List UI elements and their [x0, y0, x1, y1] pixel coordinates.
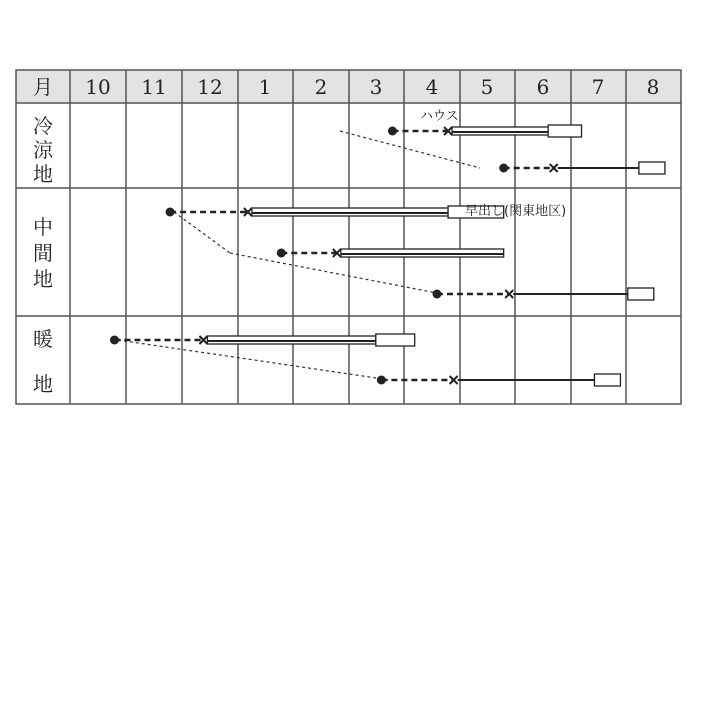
month-corner-label: 月 — [33, 75, 53, 99]
month-label-4: 4 — [425, 75, 439, 99]
annotation-house: ハウス — [420, 109, 459, 124]
harvest-box — [594, 374, 620, 386]
harvest-box — [639, 162, 665, 174]
month-label-12: 12 — [197, 75, 223, 99]
harvest-box — [628, 288, 654, 300]
month-label-8: 8 — [646, 75, 660, 99]
region-label-intermediate: 間 — [33, 241, 53, 265]
region-label-warm: 地 — [33, 372, 53, 396]
region-label-cool: 涼 — [33, 138, 53, 162]
harvest-box — [376, 334, 415, 346]
region-label-cool: 冷 — [33, 114, 53, 138]
month-label-3: 3 — [369, 75, 383, 99]
annotation-early: 早出し(関東地区) — [465, 204, 567, 219]
month-label-5: 5 — [480, 75, 494, 99]
region-label-cool: 地 — [33, 162, 53, 186]
region-label-intermediate: 中 — [33, 215, 53, 239]
harvest-box — [548, 125, 581, 137]
month-label-1: 1 — [258, 75, 272, 99]
month-label-11: 11 — [141, 75, 167, 99]
month-label-6: 6 — [536, 75, 550, 99]
month-label-7: 7 — [591, 75, 605, 99]
month-label-10: 10 — [85, 75, 111, 99]
region-label-warm: 暖 — [33, 327, 53, 351]
region-label-intermediate: 地 — [33, 267, 53, 291]
month-label-2: 2 — [314, 75, 328, 99]
